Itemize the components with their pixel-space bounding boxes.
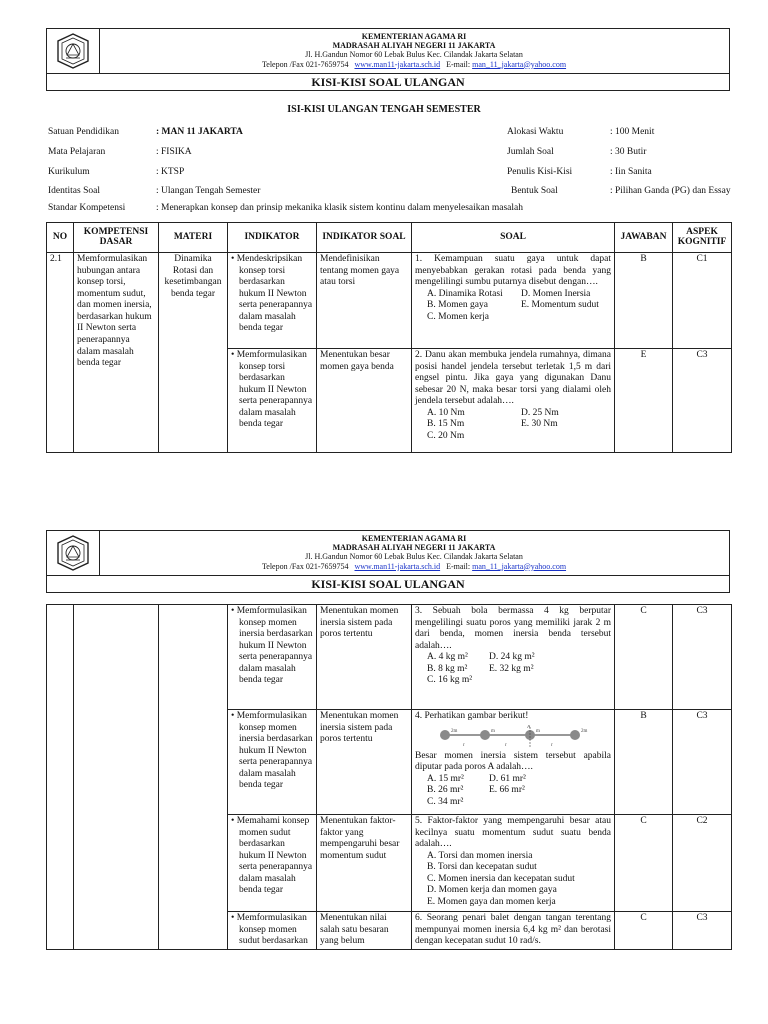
letterhead-text bbox=[99, 32, 729, 69]
distance-label: r bbox=[551, 742, 553, 748]
col-no: NO bbox=[47, 223, 74, 253]
option: A. Dinamika Rotasi bbox=[427, 288, 503, 299]
letterhead-top bbox=[47, 531, 729, 576]
question-text: Besar momen inersia sistem tersebut apabila diputar pada poros A adalah…. bbox=[415, 750, 611, 773]
option: C. Momen inersia dan kecepatan sudut bbox=[427, 873, 575, 884]
distance-label: r bbox=[505, 742, 507, 748]
row-number: 2.1 bbox=[47, 253, 74, 453]
indikator-soal: Menentukan momen inersia sistem pada poros tertentu bbox=[317, 605, 412, 710]
option: A. 15 mr² bbox=[427, 773, 464, 784]
option: B. Torsi dan kecepatan sudut bbox=[427, 862, 537, 873]
jawaban: B bbox=[615, 253, 673, 349]
jawaban: C bbox=[615, 912, 673, 950]
option: E. Momen gaya dan momen kerja bbox=[427, 897, 556, 908]
option: A. 10 Nm bbox=[427, 407, 465, 418]
indikator: • Memahami konsep momen sudut berdasarkan hukum II Newton serta penerapannya dalam masalah benda tegar bbox=[228, 815, 317, 912]
indikator: • Memformulasikan konsep momen inersia berdasarkan hukum II Newton serta penerapannya dalam masalah benda tegar bbox=[228, 605, 317, 710]
penulis-value: : Iin Sanita bbox=[610, 167, 652, 177]
mapel-label: Mata Pelajaran bbox=[48, 147, 106, 157]
satuan-label: Satuan Pendidikan bbox=[48, 127, 119, 137]
col-indikator: INDIKATOR bbox=[228, 223, 317, 253]
col-indikator-soal: INDIKATOR SOAL bbox=[317, 223, 412, 253]
col-aspek: ASPEK KOGNITIF bbox=[673, 223, 732, 253]
letterhead bbox=[46, 530, 730, 593]
option: B. 8 kg m² bbox=[427, 663, 468, 674]
alokasi-value: : 100 Menit bbox=[610, 127, 655, 137]
option: B. 15 Nm bbox=[427, 419, 465, 430]
option: A. Torsi dan momen inersia bbox=[427, 850, 533, 861]
col-soal: SOAL bbox=[412, 223, 615, 253]
option: D. Momen Inersia bbox=[521, 288, 591, 299]
row-number bbox=[47, 605, 74, 950]
aspek-kognitif: C2 bbox=[673, 815, 732, 912]
ministry-name: KEMENTERIAN AGAMA RI bbox=[361, 534, 467, 543]
option: D. 25 Nm bbox=[521, 407, 559, 418]
aspek-kognitif: C3 bbox=[673, 710, 732, 815]
satuan-value: : MAN 11 JAKARTA bbox=[156, 127, 243, 137]
indikator-soal: Menentukan momen inersia sistem pada poros tertentu bbox=[317, 710, 412, 815]
question-text: 5. Faktor-faktor yang mempengaruhi besar atau kecilnya suatu momentum sudut suatu benda adalah…. bbox=[415, 816, 611, 850]
col-kd: KOMPETENSI DASAR bbox=[74, 223, 159, 253]
mass-system-figure bbox=[425, 725, 615, 749]
bentuk-label: Bentuk Soal bbox=[511, 186, 558, 196]
ministry-logo-icon bbox=[55, 535, 91, 571]
materi: Dinamika Rotasi dan kesetimbangan benda tegar bbox=[159, 253, 228, 453]
contact-line bbox=[99, 60, 729, 69]
option: E. 30 Nm bbox=[521, 419, 558, 430]
mass-label: m bbox=[536, 728, 540, 734]
jumlah-value: : 30 Butir bbox=[610, 147, 647, 157]
mass-label: 2m bbox=[451, 728, 458, 734]
sk-label: Standar Kompetensi bbox=[48, 203, 126, 213]
indikator-soal: Menentukan nilai salah satu besaran yang belum bbox=[317, 912, 412, 950]
indikator: • Mendeskripsikan konsep torsi berdasarkan hukum II Newton serta penerapannya dalam masalah benda tegar bbox=[228, 253, 317, 349]
identitas-label: Identitas Soal bbox=[48, 186, 100, 196]
soal-cell bbox=[412, 815, 615, 912]
option: D. 61 mr² bbox=[489, 773, 526, 784]
table-header-row bbox=[47, 223, 732, 253]
school-name: MADRASAH ALIYAH NEGERI 11 JAKARTA bbox=[332, 41, 496, 51]
sk-value: : Menerapkan konsep dan prinsip mekanika klasik sistem kontinu dalam menyelesaikan masalah bbox=[156, 203, 523, 213]
option: C. 34 mr² bbox=[427, 796, 464, 807]
soal-cell bbox=[412, 349, 615, 453]
option: C. 16 kg m² bbox=[427, 675, 473, 686]
question-text: 2. Danu akan membuka jendela rumahnya, dimana posisi handel jendela tersebut terletak 1,5 m dari engsel pintu. Jika gaya yang digunakan Danu sebesar 20 N, maka besar torsi yang dialami oleh jendela tersebut adalah…. bbox=[415, 350, 611, 407]
identitas-value: : Ulangan Tengah Semester bbox=[156, 186, 261, 196]
option: E. Momentum sudut bbox=[521, 300, 599, 311]
email-link[interactable]: man_11_jakarta@yahoo.com bbox=[472, 59, 567, 69]
kompetensi-dasar: Memformulasikan hubungan antara konsep torsi, momentum sudut, dan momen inersia, berdasarkan hukum II Newton serta penerapannya dalam masalah benda tegar bbox=[74, 253, 159, 453]
school-address: Jl. H.Gandun Nomor 60 Lebak Bulus Kec. Cilandak Jakarta Selatan bbox=[305, 50, 523, 60]
email-label: E-mail: bbox=[446, 561, 471, 571]
indikator-soal: Menentukan besar momen gaya benda bbox=[317, 349, 412, 453]
option: B. Momen gaya bbox=[427, 300, 488, 311]
doc-title: KISI-KISI SOAL ULANGAN bbox=[311, 75, 465, 89]
answer-options bbox=[415, 652, 547, 687]
option: D. 24 kg m² bbox=[489, 652, 535, 663]
indikator: • Memformulasikan konsep momen sudut berdasarkan bbox=[228, 912, 317, 950]
jawaban: B bbox=[615, 710, 673, 815]
email-link[interactable]: man_11_jakarta@yahoo.com bbox=[472, 561, 567, 571]
ministry-logo-icon bbox=[55, 33, 91, 69]
penulis-label: Penulis Kisi-Kisi bbox=[507, 167, 573, 177]
kisi-table-page1 bbox=[46, 222, 732, 453]
alokasi-label: Alokasi Waktu bbox=[507, 127, 564, 137]
logo-cell bbox=[47, 531, 100, 575]
option: C. Momen kerja bbox=[427, 311, 490, 322]
col-jawaban: JAWABAN bbox=[615, 223, 673, 253]
mass-label: m bbox=[491, 728, 495, 734]
letterhead-text bbox=[99, 534, 729, 571]
question-text: 4. Perhatikan gambar berikut! bbox=[415, 711, 529, 721]
question-text: 6. Seorang penari balet dengan tangan terentang mempunyai momen inersia 6,4 kg m² dan berotasi dengan kecepatan sudut 10 rad/s. bbox=[415, 913, 611, 947]
soal-cell bbox=[412, 710, 615, 815]
phone: Telepon /Fax 021-7659754 bbox=[261, 59, 349, 69]
indikator-soal: Menentukan faktor-faktor yang mempengaruhi besar momentum sudut bbox=[317, 815, 412, 912]
ministry-name: KEMENTERIAN AGAMA RI bbox=[361, 32, 467, 41]
kisi-table-page2 bbox=[46, 604, 732, 950]
option: B. 26 mr² bbox=[427, 785, 464, 796]
option: E. 32 kg m² bbox=[489, 663, 534, 674]
letterhead-top bbox=[47, 29, 729, 74]
aspek-kognitif: C1 bbox=[673, 253, 732, 349]
bentuk-value: : Pilihan Ganda (PG) dan Essay bbox=[610, 186, 731, 196]
contact-line bbox=[99, 562, 729, 571]
aspek-kognitif: C3 bbox=[673, 605, 732, 710]
kurikulum-value: : KTSP bbox=[156, 167, 185, 177]
soal-cell bbox=[412, 912, 615, 950]
table-row bbox=[47, 253, 732, 349]
indikator: • Memformulasikan konsep torsi berdasarkan hukum II Newton serta penerapannya dalam masalah benda tegar bbox=[228, 349, 317, 453]
question-text: 3. Sebuah bola bermassa 4 kg berputar mengelilingi suatu poros yang memiliki jarak 2 m dari benda, momen inersia benda tersebut adalah…. bbox=[415, 606, 611, 651]
col-materi: MATERI bbox=[159, 223, 228, 253]
indikator: • Memformulasikan konsep momen inersia berdasarkan hukum II Newton serta penerapannya dalam masalah benda tegar bbox=[228, 710, 317, 815]
answer-options bbox=[415, 408, 611, 443]
soal-cell bbox=[412, 253, 615, 349]
logo-cell bbox=[47, 29, 100, 73]
aspek-kognitif: C3 bbox=[673, 912, 732, 950]
school-name: MADRASAH ALIYAH NEGERI 11 JAKARTA bbox=[332, 543, 496, 553]
answer-options bbox=[415, 289, 611, 324]
letterhead bbox=[46, 28, 730, 91]
axis-label: A bbox=[527, 724, 531, 730]
jumlah-label: Jumlah Soal bbox=[507, 147, 554, 157]
answer-options bbox=[415, 851, 611, 909]
question-text: 1. Kemampuan suatu gaya untuk dapat menyebabkan gerakan rotasi pada benda yang mengelilingi sumbu putarnya disebut dengan…. bbox=[415, 254, 611, 288]
jawaban: E bbox=[615, 349, 673, 453]
subtitle: ISI-KISI ULANGAN TENGAH SEMESTER bbox=[287, 104, 481, 115]
jawaban: C bbox=[615, 605, 673, 710]
option: C. 20 Nm bbox=[427, 431, 465, 442]
aspek-kognitif: C3 bbox=[673, 349, 732, 453]
answer-options bbox=[415, 774, 547, 809]
doc-title: KISI-KISI SOAL ULANGAN bbox=[311, 577, 465, 591]
indikator-soal: Mendefinisikan tentang momen gaya atau torsi bbox=[317, 253, 412, 349]
distance-label: r bbox=[463, 742, 465, 748]
option: D. Momen kerja dan momen gaya bbox=[427, 885, 557, 896]
school-address: Jl. H.Gandun Nomor 60 Lebak Bulus Kec. Cilandak Jakarta Selatan bbox=[305, 552, 523, 562]
website-link[interactable]: www.man11-jakarta.sch.id bbox=[354, 59, 441, 69]
phone: Telepon /Fax 021-7659754 bbox=[261, 561, 349, 571]
table-row bbox=[47, 605, 732, 710]
option: A. 4 kg m² bbox=[427, 652, 468, 663]
kurikulum-label: Kurikulum bbox=[48, 167, 90, 177]
kompetensi-dasar bbox=[74, 605, 159, 950]
mass-label: 2m bbox=[581, 728, 588, 734]
option: E. 66 mr² bbox=[489, 785, 525, 796]
materi bbox=[159, 605, 228, 950]
soal-cell bbox=[412, 605, 615, 710]
mapel-value: : FISIKA bbox=[156, 147, 192, 157]
email-label: E-mail: bbox=[446, 59, 471, 69]
jawaban: C bbox=[615, 815, 673, 912]
website-link[interactable]: www.man11-jakarta.sch.id bbox=[354, 561, 441, 571]
